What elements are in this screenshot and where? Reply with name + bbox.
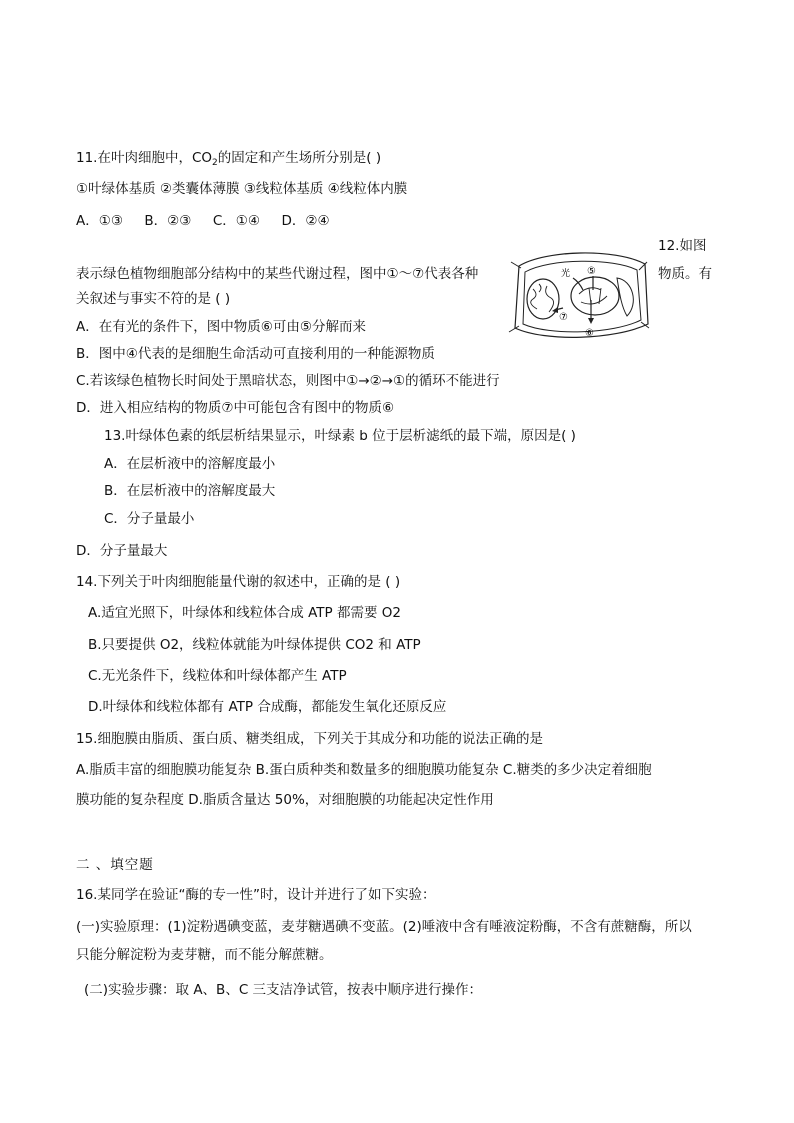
- q15-stem: 15.细胞膜由脂质、蛋白质、糖类组成，下列关于其成分和功能的说法正确的是: [76, 731, 543, 747]
- q13-stem: 13.叶绿体色素的纸层析结果显示，叶绿素 b 位于层析滤纸的最下端，原因是( ): [104, 428, 576, 444]
- q11-stem: 11.在叶肉细胞中，$CO_2$的固定和产生场所分别是( ): [76, 150, 382, 168]
- cell-diagram: [505, 244, 653, 344]
- q11-choices: [76, 211, 330, 231]
- label-light: 光: [561, 269, 571, 279]
- q12-number: 12.如图: [658, 238, 707, 254]
- section-title: 二 、填空题: [76, 857, 154, 873]
- q13-choice-b: B．在层析液中的溶解度最大: [104, 483, 276, 499]
- q12-choice-d: D．进入相应结构的物质⑦中可能包含有图中的物质⑥: [76, 400, 395, 416]
- q12-choice-b: B．图中④代表的是细胞生命活动可直接利用的一种能源物质: [76, 346, 435, 362]
- q12-stem-line2: 关叙述与事实不符的是 ( ): [76, 291, 231, 307]
- q14-stem: 14.下列关于叶肉细胞能量代谢的叙述中，正确的是 ( ): [76, 574, 401, 590]
- q15-options-line2: 膜功能的复杂程度 D.脂质含量达 50%，对细胞膜的功能起决定性作用: [76, 792, 494, 808]
- q12-choice-c: C.若该绿色植物长时间处于黑暗状态，则图中①→②→①的循环不能进行: [76, 373, 500, 389]
- arrowhead-six: [588, 318, 594, 324]
- q13-choice-a: A．在层析液中的溶解度最小: [104, 456, 276, 472]
- q11-choice-a: A．①③: [76, 213, 123, 229]
- q16-steps: (二)实验步骤：取 A、B、C 三支洁净试管，按表中顺序进行操作：: [84, 982, 483, 998]
- q12-stem-line1-end: 物质。有: [658, 266, 712, 282]
- q16-principle-line2: 只能分解淀粉为麦芽糖，而不能分解蔗糖。: [76, 947, 333, 963]
- q16-stem: 16.某同学在验证“酶的专一性”时，设计并进行了如下实验：: [76, 887, 436, 903]
- q14-choice-b: B.只要提供 O2，线粒体就能为叶绿体提供 CO2 和 ATP: [88, 637, 421, 653]
- q11-choice-c: C．①④: [212, 213, 260, 229]
- q12-stem-line1: 表示绿色植物细胞部分结构中的某些代谢过程，图中①～⑦代表各种: [76, 266, 479, 282]
- q14-choice-a: A.适宜光照下，叶绿体和线粒体合成 ATP 都需要 O2: [88, 605, 401, 621]
- q11-choice-b: B．②③: [144, 213, 192, 229]
- label-five: ⑤: [587, 266, 596, 277]
- label-seven: ⑦: [559, 312, 568, 323]
- q11-choice-d: D．②④: [281, 213, 330, 229]
- mitochondrion: [527, 279, 559, 319]
- q13-choice-c: C．分子量最小: [104, 511, 195, 527]
- q12-choice-a: A．在有光的条件下，图中物质⑥可由⑤分解而来: [76, 319, 366, 335]
- q14-choice-c: C.无光条件下，线粒体和叶绿体都产生 ATP: [88, 668, 347, 684]
- label-six: ⑥: [585, 328, 594, 339]
- q16-principle-line1: (一)实验原理：(1)淀粉遇碘变蓝，麦芽糖遇碘不变蓝。(2)唾液中含有唾液淀粉酶，不含有蔗糖酶，所以: [76, 919, 692, 935]
- q15-options-line1: A.脂质丰富的细胞膜功能复杂 B.蛋白质种类和数量多的细胞膜功能复杂 C.糖类的多少决定着细胞: [76, 762, 652, 778]
- q13-choice-d: D．分子量最大: [76, 543, 168, 559]
- q11-options-line: ①叶绿体基质 ②类囊体薄膜 ③线粒体基质 ④线粒体内膜: [76, 181, 408, 197]
- q14-choice-d: D.叶绿体和线粒体都有 ATP 合成酶，都能发生氧化还原反应: [88, 699, 447, 715]
